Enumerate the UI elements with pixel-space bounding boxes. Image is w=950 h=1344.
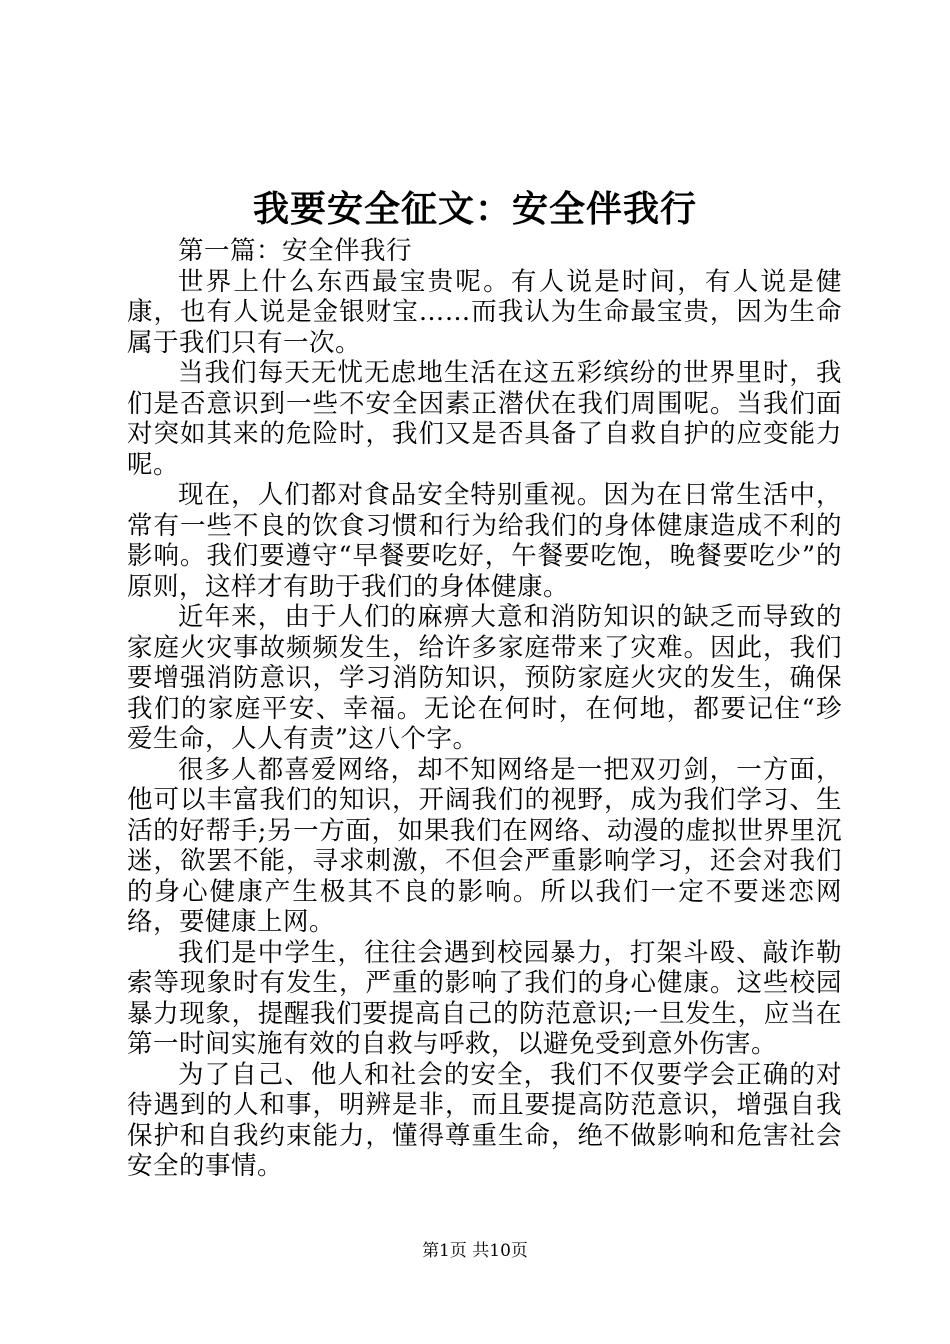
paragraph: 为了自己、他人和社会的安全，我们不仅要学会正确的对待遇到的人和事，明辨是非，而且要提高防范意识，增强自我保护和自我约束能力，懂得尊重生命，绝不做影响和危害社会安全的事情。 (127, 1059, 842, 1181)
paragraph: 很多人都喜爱网络，却不知网络是一把双刃剑，一方面，他可以丰富我们的知识，开阔我们的视野，成为我们学习、生活的好帮手;另一方面，如果我们在网络、动漫的虚拟世界里沉迷，欲罢不能，寻求刺激，不但会严重影响学习，还会对我们的身心健康产生极其不良的影响。所以我们一定不要迷恋网络，要健康上网。 (127, 754, 842, 937)
document-title: 我要安全征文：安全伴我行 (252, 188, 697, 230)
page-footer: 第1页 共10页 (422, 1241, 528, 1261)
paragraph: 现在，人们都对食品安全特别重视。因为在日常生活中，常有一些不良的饮食习惯和行为给我们的身体健康造成不利的影响。我们要遵守“早餐要吃好，午餐要吃饱，晚餐要吃少”的原则，这样才有助于我们的身体健康。 (127, 480, 842, 602)
section-heading: 第一篇：安全伴我行 (178, 236, 413, 266)
paragraph: 世界上什么东西最宝贵呢。有人说是时间，有人说是健康，也有人说是金银财宝……而我认为生命最宝贵，因为生命属于我们只有一次。 (127, 266, 842, 358)
paragraph: 当我们每天无忧无虑地生活在这五彩缤纷的世界里时，我们是否意识到一些不安全因素正潜伏在我们周围呢。当我们面对突如其来的危险时，我们又是否具备了自救自护的应变能力呢。 (127, 358, 842, 480)
paragraph: 我们是中学生，往往会遇到校园暴力，打架斗殴、敲诈勒索等现象时有发生，严重的影响了我们的身心健康。这些校园暴力现象，提醒我们要提高自己的防范意识;一旦发生，应当在第一时间实施有效的自救与呼救，以避免受到意外伤害。 (127, 937, 842, 1059)
document-body (127, 236, 842, 1182)
paragraph: 近年来，由于人们的麻痹大意和消防知识的缺乏而导致的家庭火灾事故频频发生，给许多家庭带来了灾难。因此，我们要增强消防意识，学习消防知识，预防家庭火灾的发生，确保我们的家庭平安、幸福。无论在何时，在何地，都要记住“珍爱生命，人人有责”这八个字。 (127, 602, 842, 754)
